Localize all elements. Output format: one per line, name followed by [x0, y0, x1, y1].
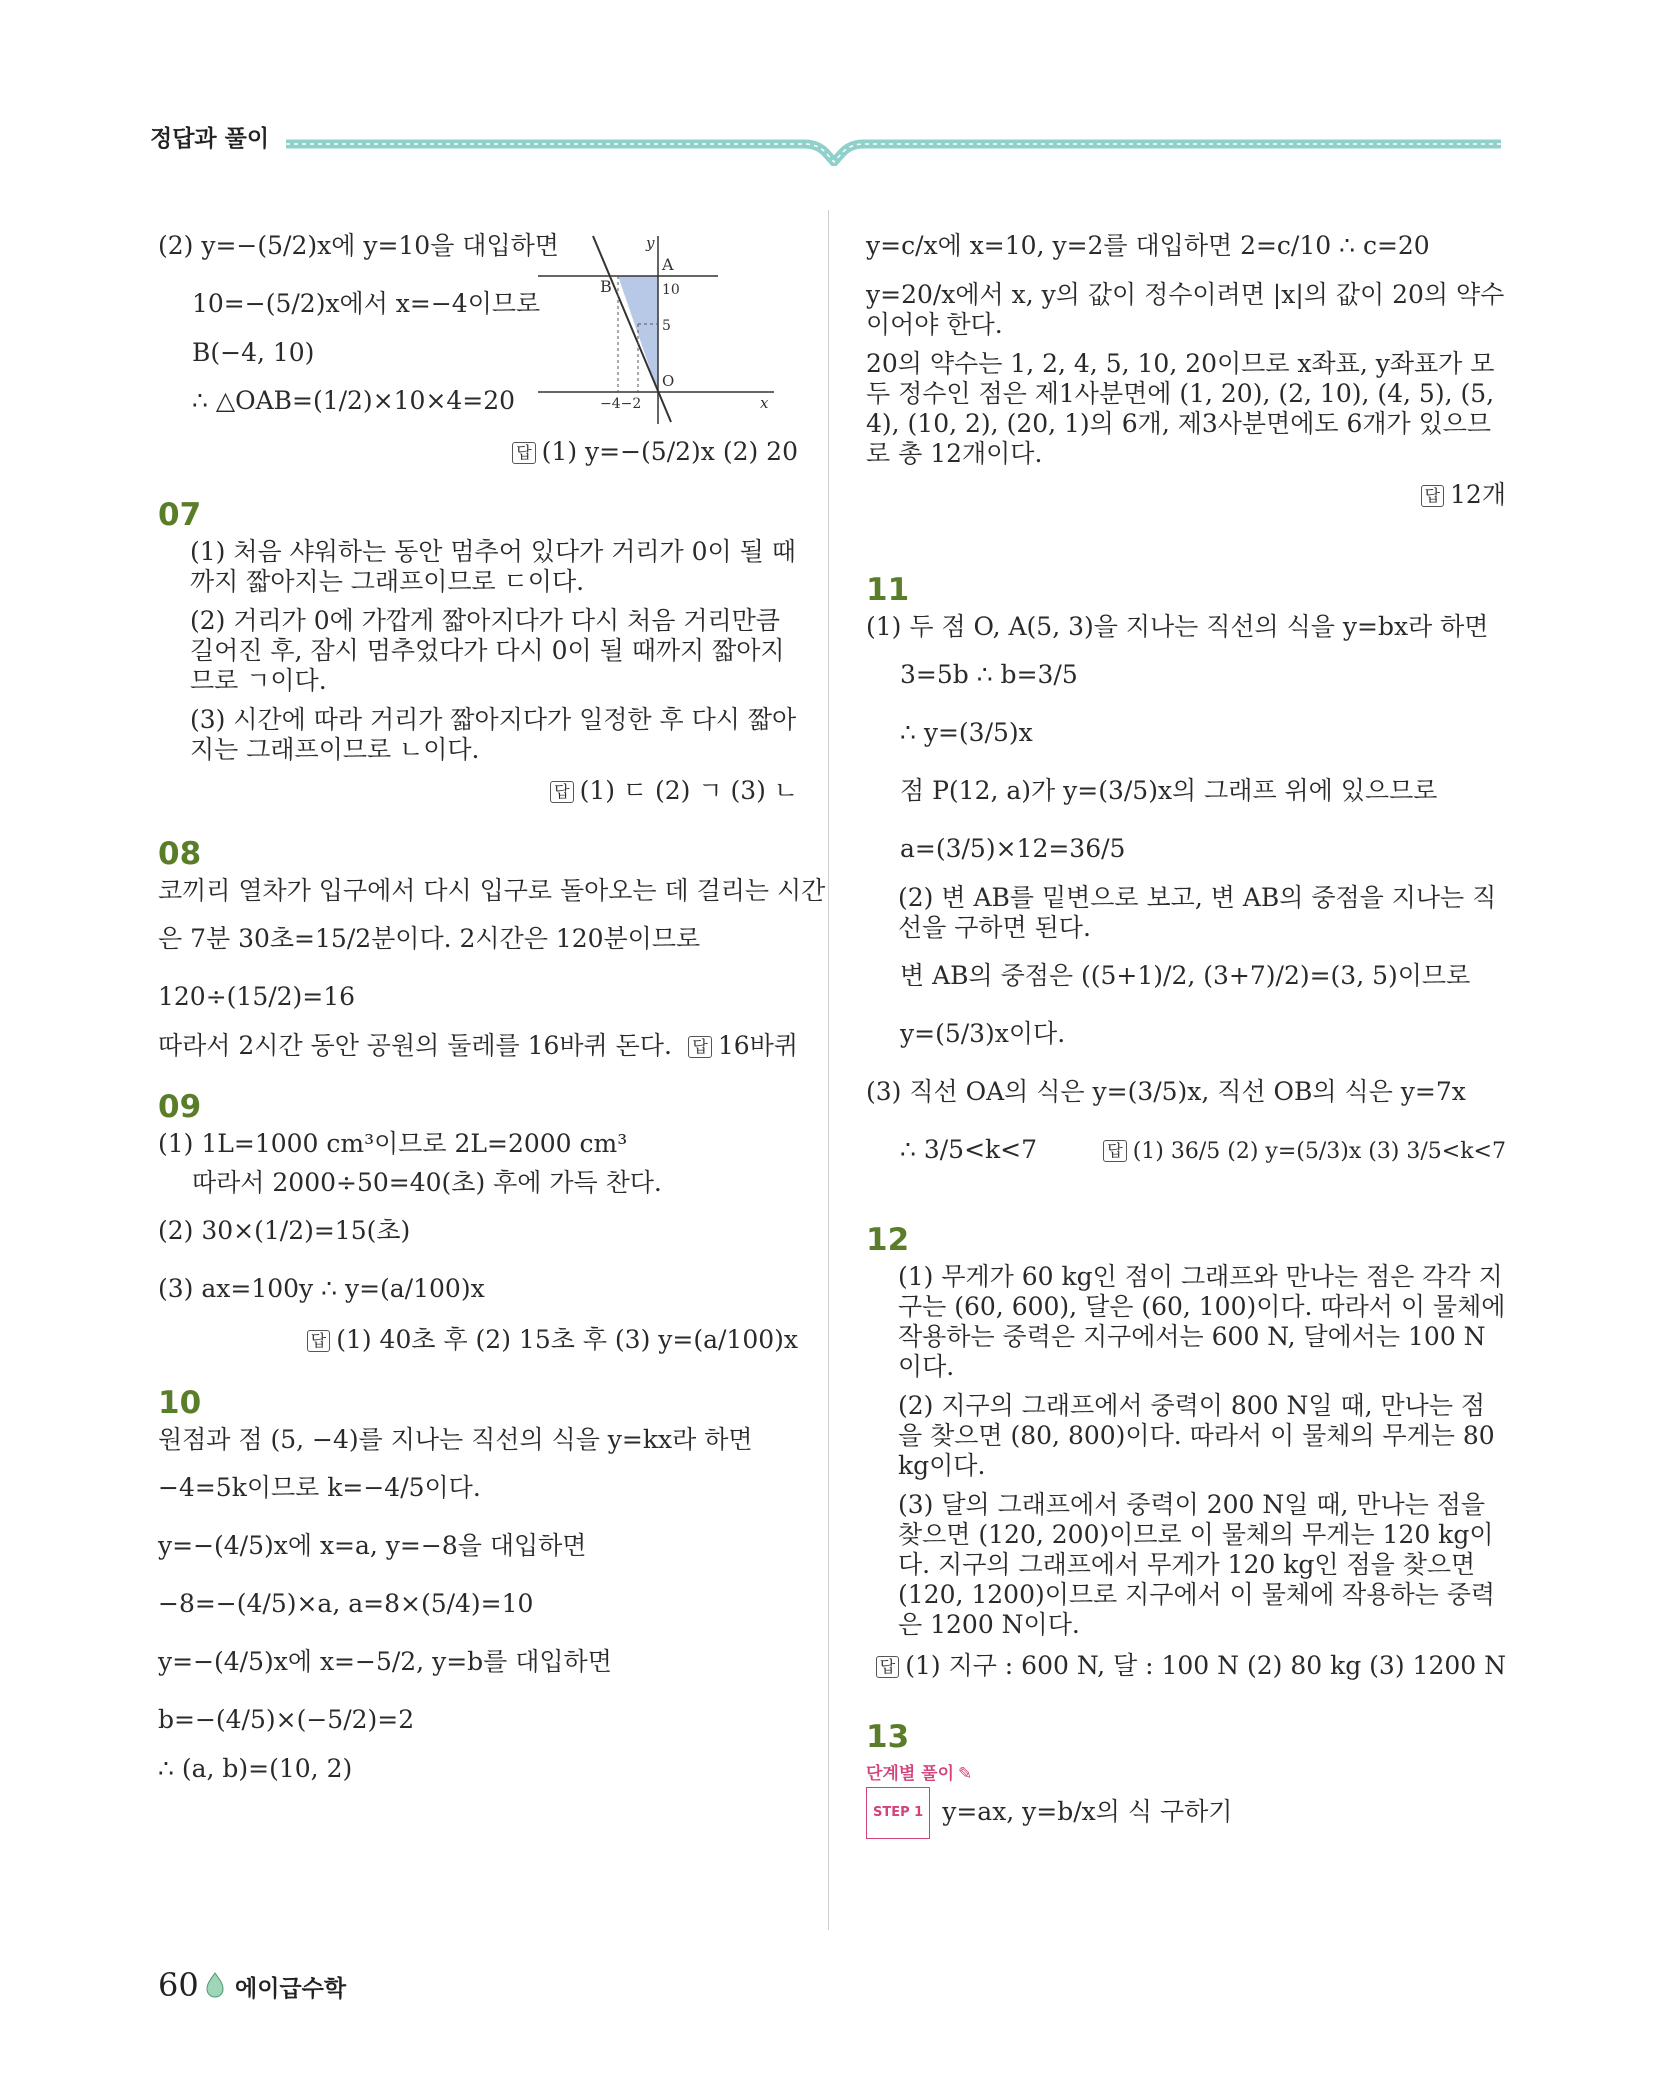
- q11-answer: [1103, 1126, 1506, 1176]
- q08-answer-text: 16바퀴: [717, 1031, 798, 1060]
- graph-line: [593, 236, 671, 422]
- q09-answer-text: (1) 40초 후 (2) 15초 후 (3) y=(a/100)x: [336, 1325, 798, 1354]
- q08-line-4: [158, 1031, 798, 1061]
- q11-line-6: (2) 변 AB를 밑변으로 보고, 변 AB의 중점을 지나는 직선을 구하면 된다.: [898, 883, 1497, 942]
- q10-right-line-3: 20의 약수는 1, 2, 4, 5, 10, 20이므로 x좌표, y좌표가 모두 정수인 점은 제1사분면에 (1, 20), (2, 10), (4, 5), (5, 4), (10, 2), (20, 1)의 6개, 제3사분면에도 6개가 있으므로 총 12개이다.: [866, 349, 1495, 468]
- q06-line-1: (2) y=−(5/2)x에 y=10을 대입하면: [158, 231, 559, 260]
- q13-step-1: [866, 1787, 1506, 1839]
- q08-line-2: 은 7분 30초=15/2분이다. 2시간은 120분이므로: [158, 924, 701, 953]
- q06-graph: [538, 234, 778, 424]
- answer-badge: 답: [550, 781, 573, 803]
- q11-line-9: (3) 직선 OA의 식은 y=(3/5)x, 직선 OB의 식은 y=7x: [866, 1077, 1466, 1106]
- q12-answer-text: (1) 지구 : 600 N, 달 : 100 N (2) 80 kg (3) 1200 N: [905, 1651, 1506, 1680]
- q11-line-3: ∴ y=(3/5)x: [900, 718, 1033, 747]
- q11-line-8: y=(5/3)x이다.: [900, 1019, 1066, 1048]
- q07-part-1: (1) 처음 샤워하는 동안 멈추어 있다가 거리가 0이 될 때까지 짧아지는 그래프이므로 ㄷ이다.: [190, 537, 796, 596]
- q13-step-1-text: y=ax, y=b/x의 식 구하기: [942, 1797, 1233, 1826]
- q07-number: 07: [158, 497, 202, 533]
- q09-line-4: (3) ax=100y ∴ y=(a/100)x: [158, 1274, 485, 1303]
- q08-line-4-text: 따라서 2시간 동안 공원의 둘레를 16바퀴 돈다.: [158, 1031, 672, 1060]
- q11-line-1: (1) 두 점 O, A(5, 3)을 지나는 직선의 식을 y=bx라 하면: [866, 612, 1489, 641]
- graph-x-label: x: [760, 394, 769, 412]
- q08-line-3: 120÷(15/2)=16: [158, 982, 356, 1011]
- answer-badge: 답: [1103, 1140, 1126, 1162]
- step-solution-text: 단계별 풀이: [866, 1764, 955, 1784]
- brand-name: 에이급수학: [235, 1976, 347, 2002]
- graph-tick-10: 10: [662, 282, 680, 298]
- page-number: 60: [158, 1966, 199, 2004]
- q10-line-6: b=−(4/5)×(−5/2)=2: [158, 1705, 415, 1734]
- q09-line-2: 따라서 2000÷50=40(초) 후에 가득 찬다.: [192, 1168, 662, 1197]
- q10-right-line-1: y=c/x에 x=10, y=2를 대입하면 2=c/10 ∴ c=20: [866, 231, 1430, 260]
- q07-answer-text: (1) ㄷ (2) ㄱ (3) ㄴ: [579, 776, 798, 805]
- q11-line-5: a=(3/5)×12=36/5: [900, 834, 1126, 863]
- q06-line-4: ∴ △OAB=(1/2)×10×4=20: [192, 386, 516, 415]
- page-header-title: 정답과 풀이: [150, 126, 270, 152]
- graph-tick-5: 5: [662, 318, 671, 334]
- graph-o-label: O: [662, 372, 675, 390]
- q11-line-10: [866, 1126, 1506, 1174]
- q11-line-10-text: ∴ 3/5<k<7: [900, 1135, 1038, 1164]
- right-column: [866, 222, 1506, 1849]
- step-solution-label: [866, 1761, 1506, 1787]
- graph-a-label: A: [662, 255, 674, 274]
- q10-line-1: 원점과 점 (5, −4)를 지나는 직선의 식을 y=kx라 하면: [158, 1425, 753, 1454]
- q09-number: 09: [158, 1089, 202, 1125]
- q10-line-7: ∴ (a, b)=(10, 2): [158, 1754, 353, 1783]
- answer-badge: 답: [512, 442, 535, 464]
- q12-part-3: (3) 달의 그래프에서 중력이 200 N일 때, 만나는 점을 찾으면 (120, 200)이므로 이 물체의 무게는 120 kg이다. 지구의 그래프에서 무게가 120 kg인 점을 찾으면 (120, 1200)이므로 지구에서 이 물체에 작용하는 중력은 1200 N이다.: [898, 1490, 1496, 1639]
- answer-badge: 답: [1421, 485, 1444, 507]
- q06-line-2: 10=−(5/2)x에서 x=−4이므로: [192, 289, 541, 318]
- q09-line-3: (2) 30×(1/2)=15(초): [158, 1216, 411, 1245]
- pencil-icon: ✎: [958, 1764, 973, 1784]
- q11-answer-text: (1) 36/5 (2) y=(5/3)x (3) 3/5<k<7: [1132, 1139, 1506, 1164]
- q12-number: 12: [866, 1222, 910, 1258]
- q08-line-1: 코끼리 열차가 입구에서 다시 입구로 돌아오는 데 걸리는 시간: [158, 876, 826, 905]
- q12-answer: [866, 1649, 1506, 1683]
- q12-part-1: (1) 무게가 60 kg인 점이 그래프와 만나는 점은 각각 지구는 (60, 600), 달은 (60, 100)이다. 따라서 이 물체에 작용하는 중력은 지구에서는 600 N, 달에서는 100 N이다.: [898, 1262, 1506, 1381]
- q07-part-2: (2) 거리가 0에 가깝게 짧아지다가 다시 처음 거리만큼 길어진 후, 잠시 멈추었다가 다시 0이 될 때까지 짧아지므로 ㄱ이다.: [190, 606, 785, 695]
- q12-part-2: (2) 지구의 그래프에서 중력이 800 N일 때, 만나는 점을 찾으면 (80, 800)이다. 따라서 이 물체의 무게는 80 kg이다.: [898, 1391, 1495, 1480]
- left-column: [158, 222, 826, 1793]
- q10-answer-text: 12개: [1450, 480, 1506, 509]
- q07-answer: [158, 774, 798, 808]
- q06-line-3: B(−4, 10): [192, 338, 315, 367]
- graph-b-label: B: [600, 277, 612, 296]
- header-rule: [286, 126, 1501, 166]
- q10-right-line-2: y=20/x에서 x, y의 값이 정수이려면 |x|의 값이 20의 약수이어야 한다.: [866, 280, 1505, 339]
- q10-answer: [866, 478, 1506, 512]
- q06-answer-text: (1) y=−(5/2)x (2) 20: [541, 437, 798, 466]
- q10-line-5: y=−(4/5)x에 x=−5/2, y=b를 대입하면: [158, 1647, 612, 1676]
- q13-number: 13: [866, 1719, 910, 1755]
- q11-number: 11: [866, 572, 910, 608]
- column-divider: [828, 210, 829, 1930]
- q10-line-4: −8=−(4/5)×a, a=8×(5/4)=10: [158, 1589, 534, 1618]
- q10-line-2: −4=5k이므로 k=−4/5이다.: [158, 1473, 481, 1502]
- q11-line-2: 3=5b ∴ b=3/5: [900, 660, 1078, 689]
- graph-neg-ticks: −4−2: [600, 396, 642, 412]
- q06-answer: [158, 435, 798, 469]
- q11-line-4: 점 P(12, a)가 y=(3/5)x의 그래프 위에 있으므로: [900, 776, 1438, 805]
- q10-line-3: y=−(4/5)x에 x=a, y=−8을 대입하면: [158, 1531, 587, 1560]
- graph-y-label: y: [646, 234, 655, 252]
- q10-number: 10: [158, 1385, 202, 1421]
- q09-line-1: (1) 1L=1000 cm³이므로 2L=2000 cm³: [158, 1129, 628, 1158]
- q09-answer: [158, 1323, 798, 1357]
- answer-badge: 답: [876, 1656, 899, 1678]
- q08-number: 08: [158, 836, 202, 872]
- q06-continued: [158, 222, 798, 469]
- q07-part-3: (3) 시간에 따라 거리가 짧아지다가 일정한 후 다시 짧아지는 그래프이므로 ㄴ이다.: [190, 705, 797, 764]
- answer-badge: 답: [307, 1330, 330, 1352]
- brand-drop-icon: [206, 1972, 224, 1998]
- q11-line-7: 변 AB의 중점은 ((5+1)/2, (3+7)/2)=(3, 5)이므로: [900, 961, 1471, 990]
- answer-badge: 답: [688, 1036, 711, 1058]
- q08-answer: [688, 1031, 798, 1061]
- step-1-badge: STEP 1: [866, 1787, 930, 1839]
